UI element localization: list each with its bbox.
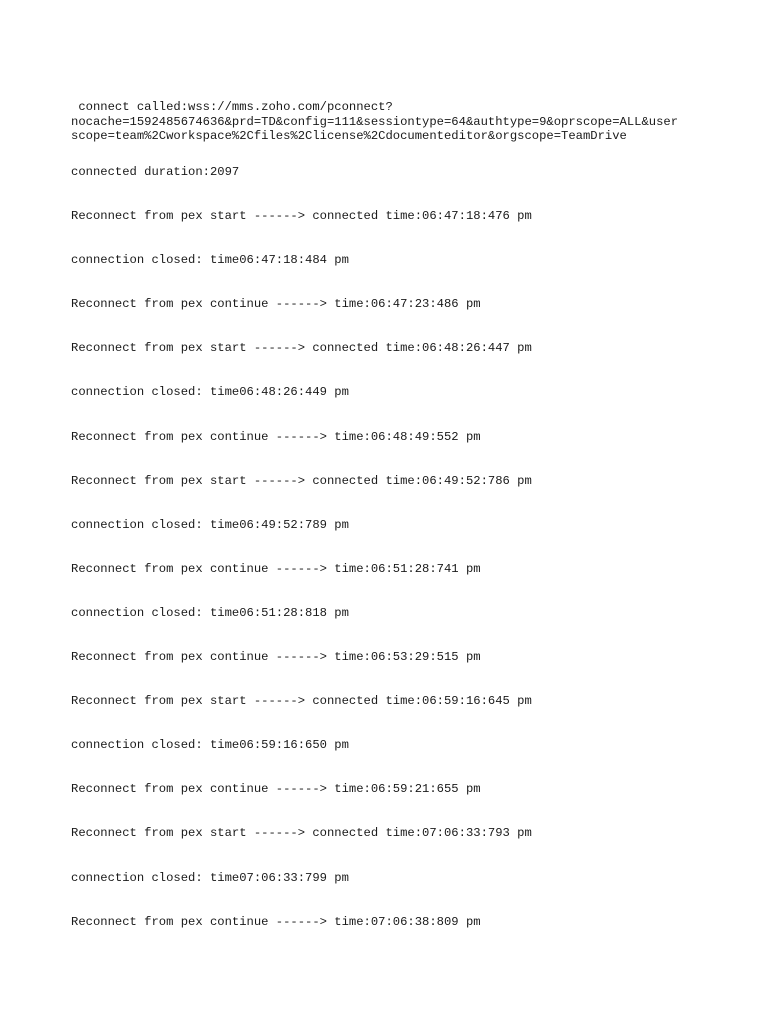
log-entry: Reconnect from pex continue ------> time:06:48:49:552 pm [71, 429, 481, 444]
log-entry: connection closed: time06:49:52:789 pm [71, 517, 349, 532]
log-entry: Reconnect from pex start ------> connected time:06:59:16:645 pm [71, 694, 532, 709]
log-entry: Reconnect from pex start ------> connected time:06:49:52:786 pm [71, 473, 532, 488]
log-entry: Reconnect from pex continue ------> time:06:59:21:655 pm [71, 782, 481, 797]
log-entry: connection closed: time07:06:33:799 pm [71, 870, 349, 885]
log-entry: Reconnect from pex start ------> connected time:06:48:26:447 pm [71, 341, 532, 356]
log-entry: Reconnect from pex continue ------> time:07:06:38:809 pm [71, 914, 481, 929]
log-entry: Reconnect from pex continue ------> time:06:51:28:741 pm [71, 561, 481, 576]
log-entry: Reconnect from pex start ------> connected time:07:06:33:793 pm [71, 826, 532, 841]
log-entry: Reconnect from pex continue ------> time:06:47:23:486 pm [71, 297, 481, 312]
log-entry: connection closed: time06:59:16:650 pm [71, 738, 349, 753]
log-entry: connection closed: time06:47:18:484 pm [71, 253, 349, 268]
log-entry: connection closed: time06:51:28:818 pm [71, 605, 349, 620]
connect-url-line-1: connect called:wss://mms.zoho.com/pconnect? [71, 100, 393, 114]
log-entry: connection closed: time06:48:26:449 pm [71, 385, 349, 400]
log-entry: Reconnect from pex continue ------> time:06:53:29:515 pm [71, 650, 481, 665]
connect-url-line-2: nocache=1592485674636&prd=TD&config=111&sessiontype=64&authtype=9&oprscope=ALL&user [71, 114, 679, 129]
log-entry: connected duration:2097 [71, 165, 240, 179]
log-entry: Reconnect from pex start ------> connected time:06:47:18:476 pm [71, 209, 532, 224]
connect-url-line-3: scope=team%2Cworkspace%2Cfiles%2Clicense%2Cdocumenteditor&orgscope=TeamDrive [71, 129, 627, 143]
log-text-block [71, 100, 731, 929]
